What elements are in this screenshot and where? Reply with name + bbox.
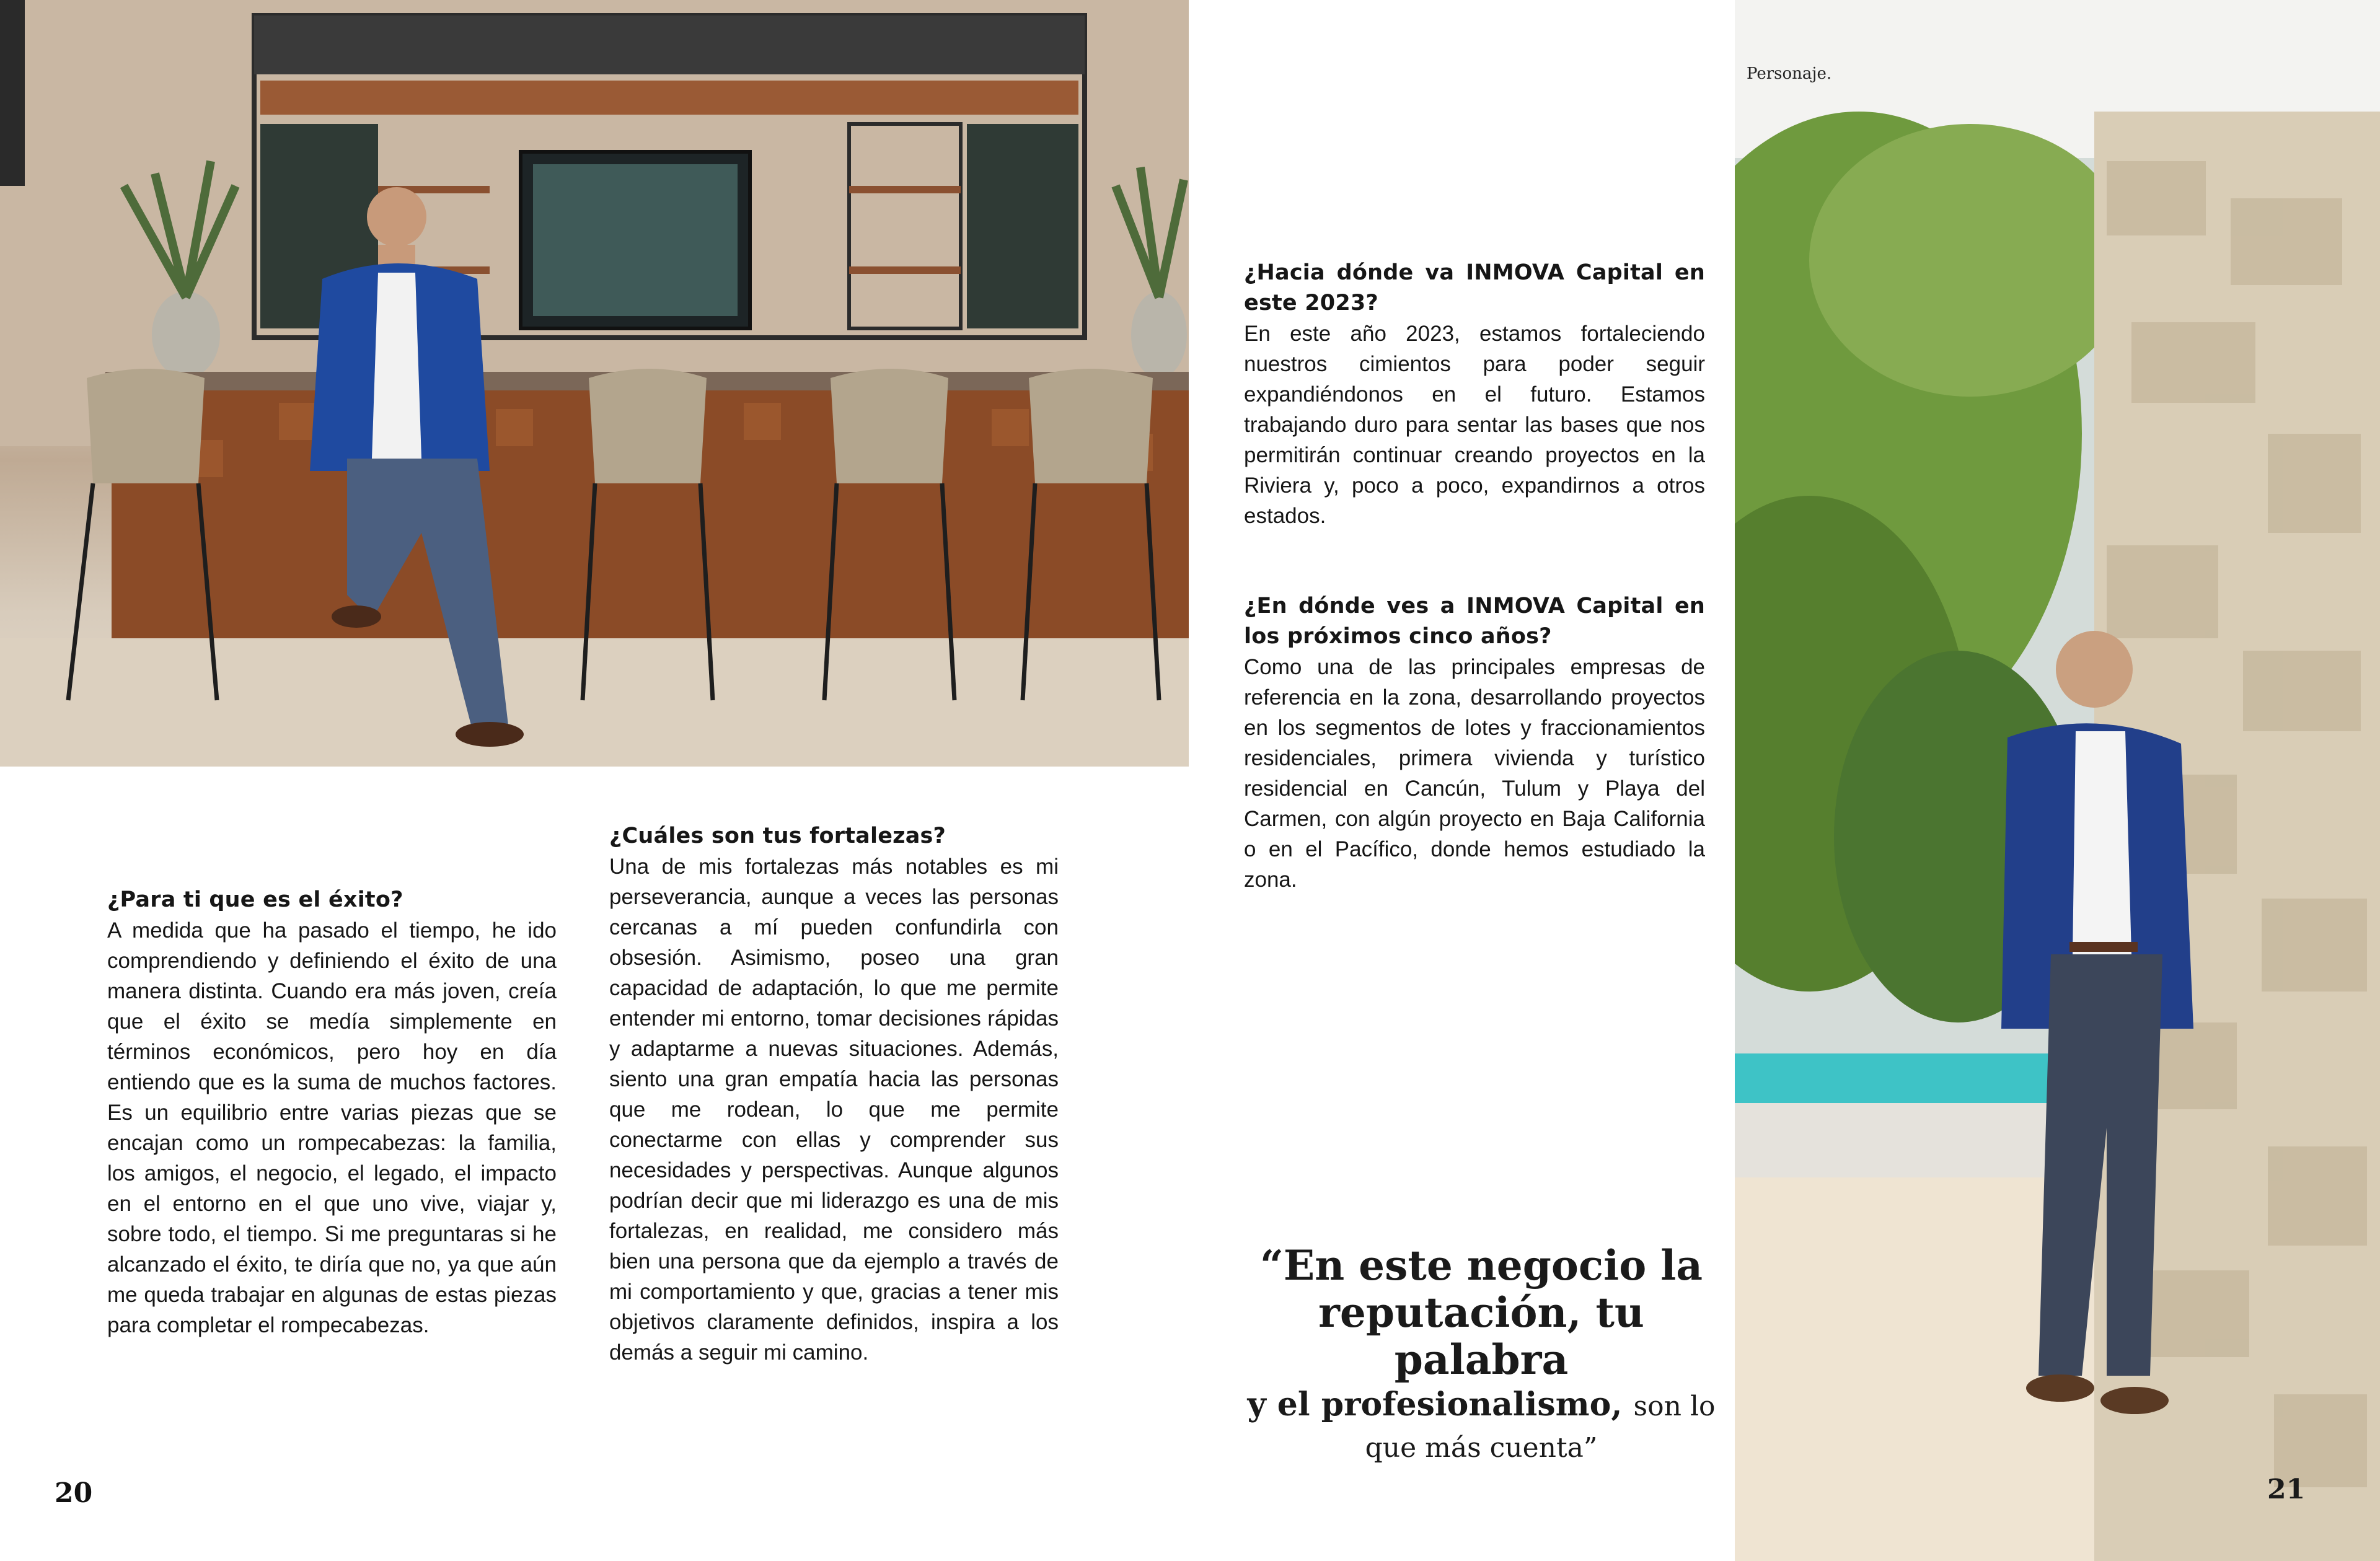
pull-quote-line-4: que más cuenta” [1365, 1432, 1598, 1464]
bar-scene-illustration [0, 0, 1189, 767]
answer-exito: A medida que ha pasado el tiempo, he ido comprendiendo y definiendo el éxito de una manera distinta. Cuando era más joven, creía que el éxito se medía simplemente en términos económicos, pero hoy en día entiendo que es la suma de muchos factores. Es un equilibrio entre varias piezas que se encajan como un rompecabezas: la familia, los amigos, el negocio, el legado, el impacto en el entorno en el que uno vive, viajar y, sobre todo, el tiempo. Si me preguntaras si he alcanzado el éxito, te diría que no, ya que aún me queda trabajar en algunas de estas piezas para completar el rompecabezas. [107, 918, 557, 1337]
column-exito [107, 885, 557, 1340]
question-cinco-anos: ¿En dónde ves a INMOVA Capital en los próximos cinco años? [1244, 594, 1705, 649]
answer-fortalezas: Una de mis fortalezas más notables es mi perseverancia, aunque a veces las personas cercanas a mí pueden confundirla con obsesión. Asimismo, poseo una gran capacidad de adaptación, lo que me permite entender mi entorno, tomar decisiones rápidas y adaptarme a nuevas situaciones. Además, siento una gran empatía hacia las personas que me rodean, lo que me permite conectarme con ellas y comprender sus necesidades y perspectivas. Aunque algunos podrían decir que mi liderazgo es una de mis fortalezas, en realidad, me considero más bien una persona que da ejemplo a través de mi comportamiento y que, gracias a tener mis objetivos claramente definidos, inspira a los demás a seguir mi camino. [609, 855, 1059, 1365]
answer-cinco-anos: Como una de las principales empresas de referencia en la zona, desarrollando proyectos en los segmentos de lotes y fraccionamientos residenciales, primera vivienda y turístico residencial en Cancún, Tulum y Playa del Carmen, con algún proyecto en Baja California o en el Pacífico, donde hemos estudiado la zona. [1244, 655, 1705, 892]
pull-quote [1246, 1242, 1717, 1468]
answer-hacia-donde: En este año 2023, estamos fortaleciendo nuestros cimientos para poder seguir expandiéndonos en el futuro. Estamos trabajando duro para sentar las bases que nos permitirán continuar creando proyectos en la Riviera y, poco a poco, expandirnos a otros estados. [1244, 322, 1705, 528]
question-hacia-donde: ¿Hacia dónde va INMOVA Capital en este 2023? [1244, 260, 1705, 315]
question-exito: ¿Para ti que es el éxito? [107, 887, 403, 912]
bar-photo [0, 0, 1189, 767]
column-hacia-donde [1244, 258, 1705, 531]
pull-quote-line-2: reputación, tu palabra [1318, 1288, 1644, 1384]
page-number-left: 20 [55, 1477, 93, 1509]
question-fortalezas: ¿Cuáles son tus fortalezas? [609, 824, 946, 848]
pull-quote-line-3a: y el profesionalismo, [1247, 1386, 1623, 1423]
pull-quote-line-3 [1246, 1383, 1717, 1428]
pull-quote-line-3b: son lo [1633, 1391, 1716, 1422]
pull-quote-line-1: “En este negocio la [1259, 1241, 1703, 1290]
section-label: Personaje. [1747, 64, 1832, 83]
page-number-right: 21 [2267, 1474, 2306, 1505]
garden-photo [1735, 0, 2380, 1561]
column-cinco-anos [1244, 591, 1705, 895]
column-fortalezas [609, 821, 1059, 1368]
garden-scene-illustration [1735, 0, 2380, 1561]
